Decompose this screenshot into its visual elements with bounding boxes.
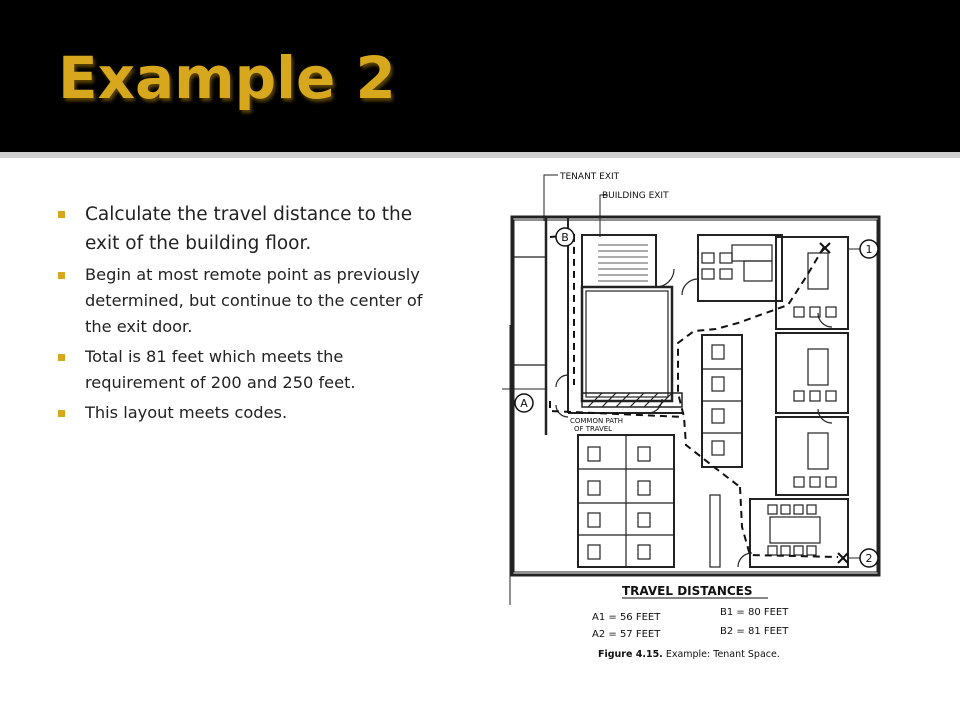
bullet-text: Total is 81 feet which meets the requirement of 200 and 250 feet. <box>85 347 356 392</box>
marker-2: 2 <box>865 552 873 565</box>
floor-plan-figure <box>488 165 888 665</box>
common-path-label-1: COMMON PATH <box>570 417 624 425</box>
distance-b1: B1 = 80 FEET <box>720 607 789 618</box>
travel-distances-heading: TRAVEL DISTANCES <box>622 584 753 598</box>
bullet-square-icon <box>58 354 65 361</box>
bullet-square-icon <box>58 272 65 279</box>
distance-a1: A1 = 56 FEET <box>592 612 661 623</box>
bullet-item <box>58 344 448 396</box>
distance-b2: B2 = 81 FEET <box>720 626 789 637</box>
bullet-text: Calculate the travel distance to the exit of the building floor. <box>85 204 413 254</box>
marker-a: A <box>520 397 528 410</box>
bullet-list <box>58 200 448 430</box>
caption-rest: Example: Tenant Space. <box>662 649 780 660</box>
tenant-exit-label: TENANT EXIT <box>560 172 620 182</box>
slide-title: Example 2 <box>58 44 396 112</box>
title-bar <box>0 0 960 152</box>
marker-b: B <box>561 231 569 244</box>
bullet-square-icon <box>58 410 65 417</box>
common-path-label-2: OF TRAVEL <box>574 425 613 433</box>
bullet-text: Begin at most remote point as previously determined, but continue to the center of the exit door. <box>85 265 423 336</box>
bullet-square-icon <box>58 211 65 218</box>
building-exit-label: BUILDING EXIT <box>602 191 669 201</box>
bullet-text: This layout meets codes. <box>85 403 288 422</box>
distance-a2: A2 = 57 FEET <box>592 629 661 640</box>
caption-bold: Figure 4.15. <box>598 649 663 660</box>
marker-1: 1 <box>865 243 873 256</box>
bullet-item <box>58 400 448 426</box>
bullet-item <box>58 200 448 258</box>
bullet-item <box>58 262 448 340</box>
figure-caption <box>598 649 780 660</box>
